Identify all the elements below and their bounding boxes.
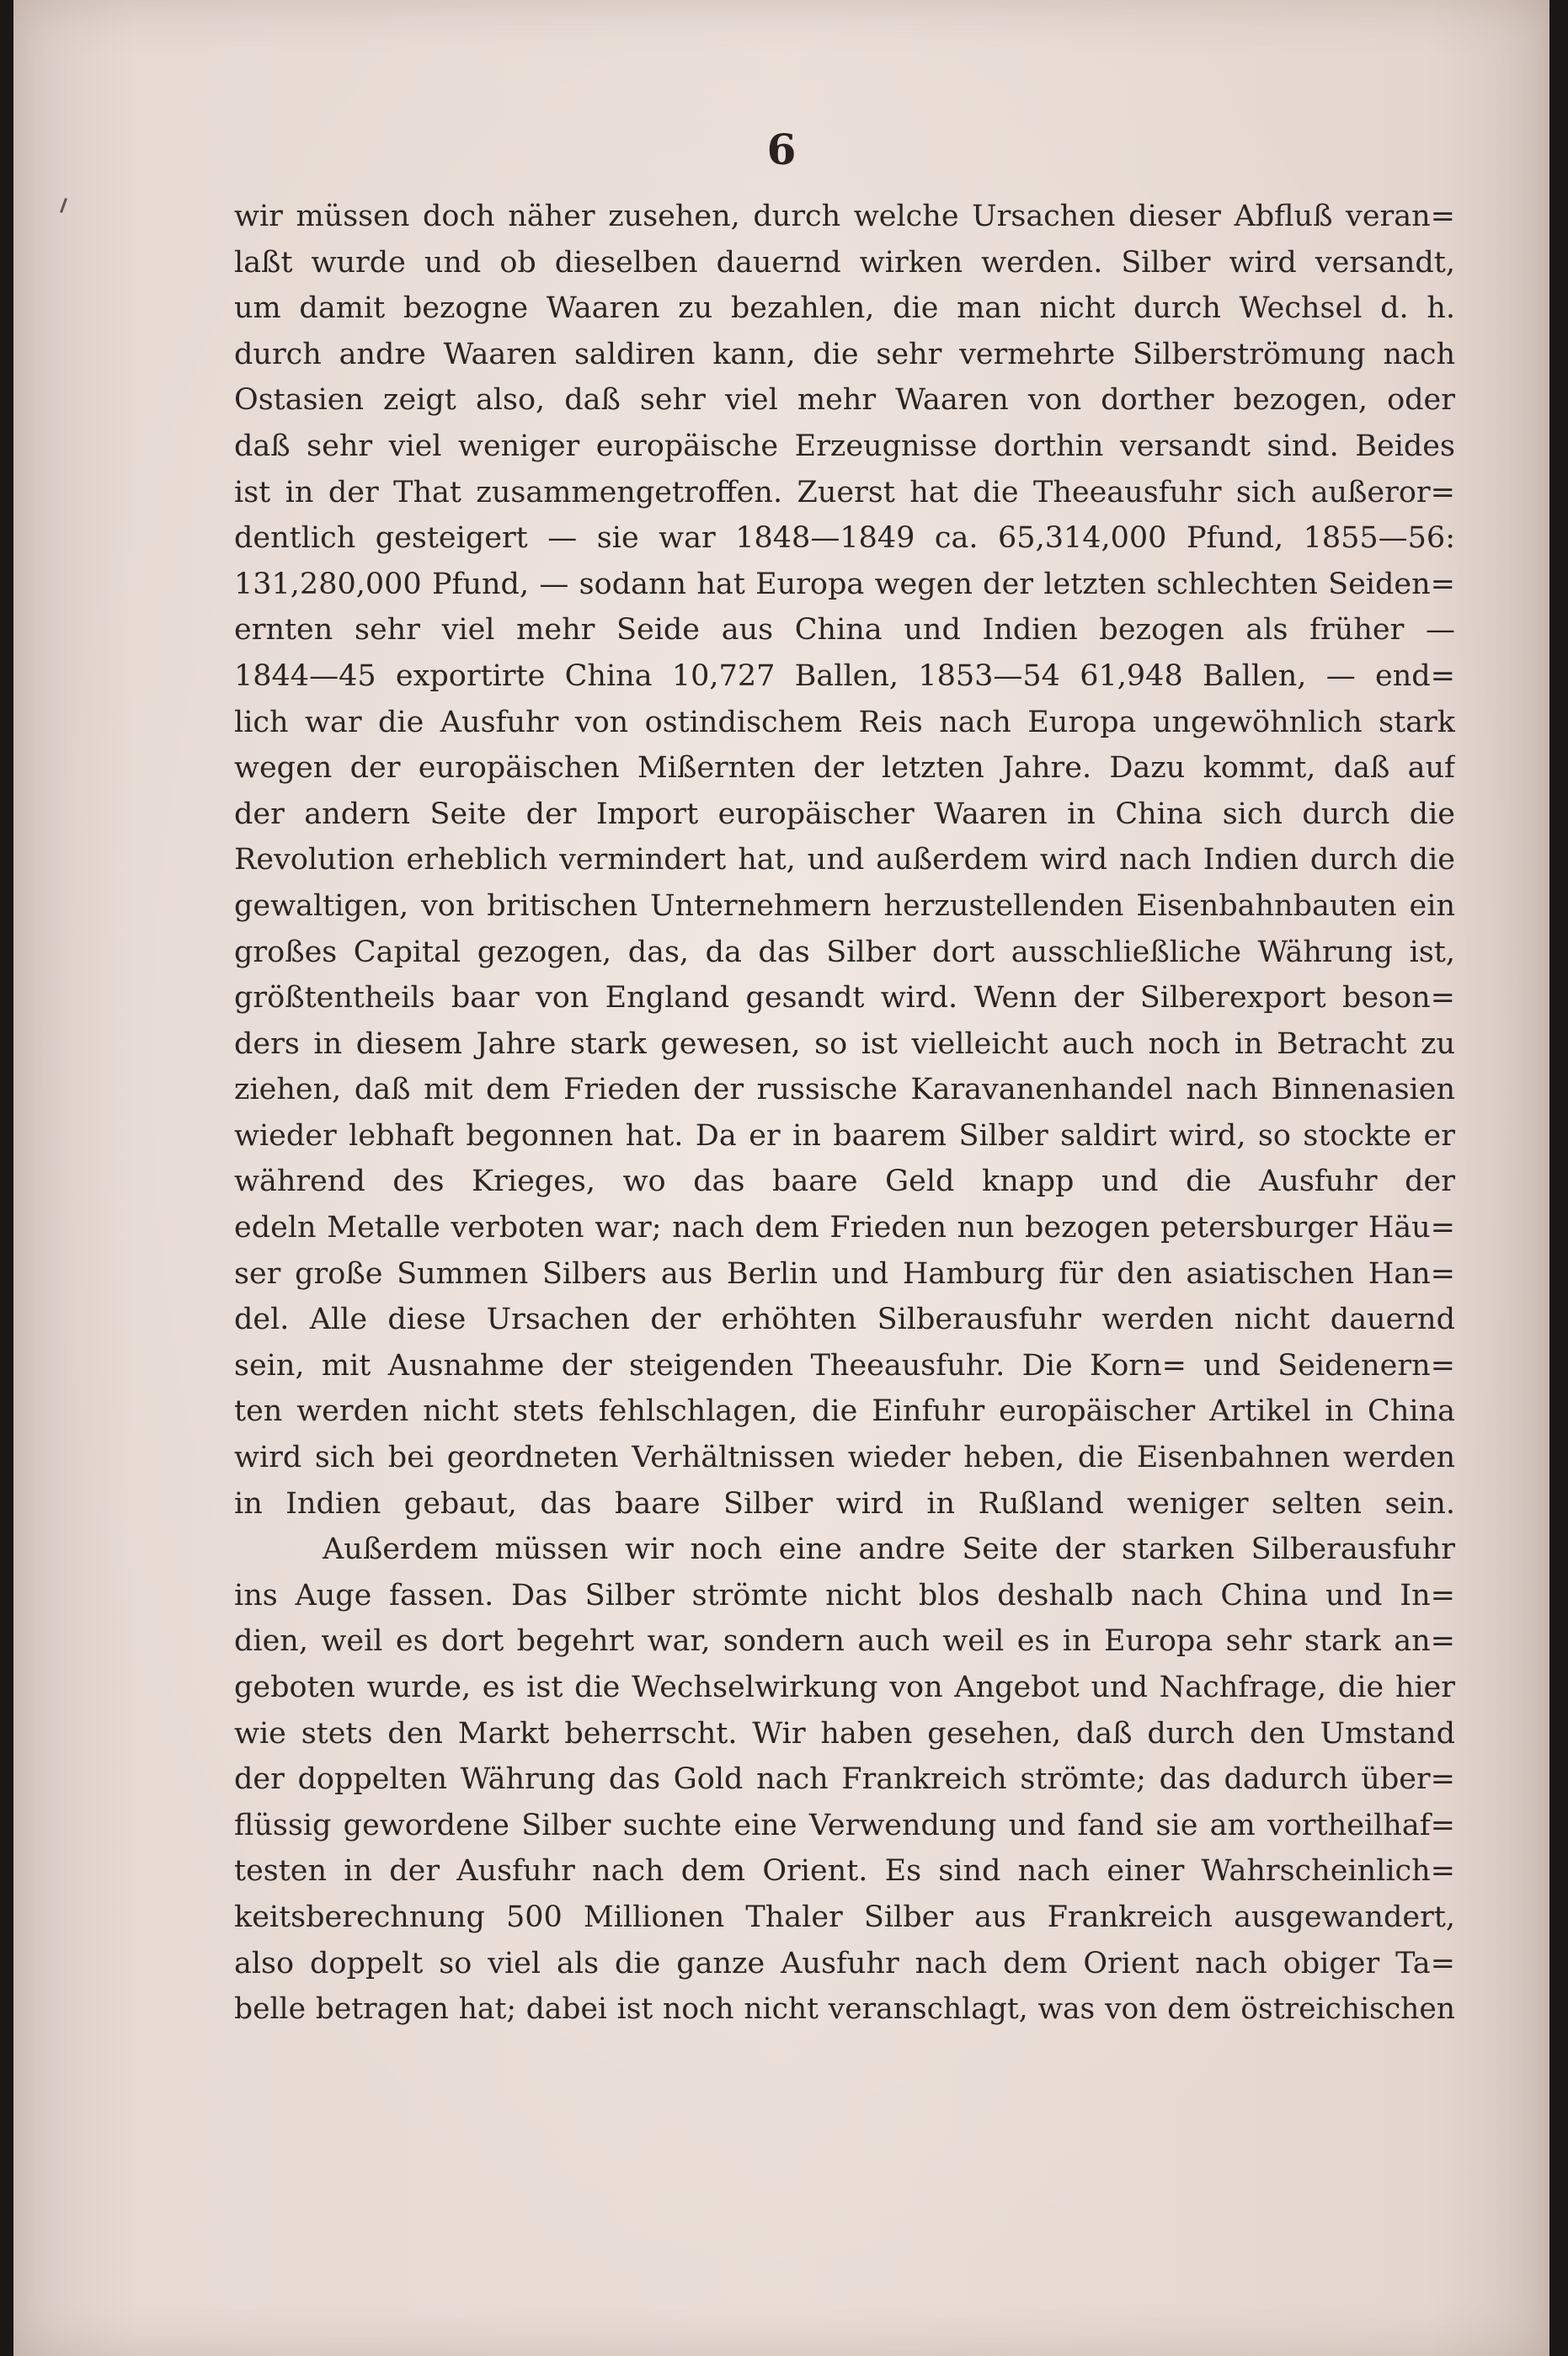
text-line: belle betragen hat; dabei ist noch nicht veranschlagt, was von dem östreichischen [234,1992,1455,2027]
text-line: großes Capital gezogen, das, da das Silber dort ausschließliche Währung ist, [234,935,1455,969]
body-text [234,194,1455,2033]
text-line: del. Alle diese Ursachen der erhöhten Silberausfuhr werden nicht dauernd [234,1303,1455,1337]
text-line: während des Krieges, wo das baare Geld knapp und die Ausfuhr der [234,1165,1455,1199]
text-line: geboten wurde, es ist die Wechselwirkung von Angebot und Nachfrage, die hier [234,1671,1455,1704]
page-number: 6 [766,125,797,174]
text-line: lich war die Ausfuhr von ostindischem Reis nach Europa ungewöhnlich stark [234,705,1455,739]
text-line: ders in diesem Jahre stark gewesen, so ist vielleicht auch noch in Betracht zu [234,1026,1455,1061]
text-line: ser große Summen Silbers aus Berlin und Hamburg für den asiatischen Han= [234,1256,1455,1291]
text-line: laßt wurde und ob dieselben dauernd wirken werden. Silber wird versandt, [234,245,1455,280]
text-line: durch andre Waaren saldiren kann, die sehr vermehrte Silberströmung nach [234,337,1455,371]
text-line: ins Auge fassen. Das Silber strömte nicht blos deshalb nach China und In= [234,1578,1455,1612]
text-line: wie stets den Markt beherrscht. Wir haben gesehen, daß durch den Umstand [234,1716,1455,1751]
text-line: sein, mit Ausnahme der steigenden Theeausfuhr. Die Korn= und Seidenern= [234,1348,1455,1383]
text-line: wird sich bei geordneten Verhältnissen wieder heben, die Eisenbahnen werden [234,1441,1455,1475]
text-line: ist in der That zusammengetroffen. Zuerst hat die Theeausfuhr sich außeror= [234,475,1455,509]
text-line: wegen der europäischen Mißernten der letzten Jahre. Dazu kommt, daß auf [234,751,1455,786]
text-line: Ostasien zeigt also, daß sehr viel mehr Waaren von dorther bezogen, oder [234,383,1455,418]
text-line: flüssig gewordene Silber suchte eine Verwendung und fand sie am vortheilhaf= [234,1808,1455,1842]
text-line: wieder lebhaft begonnen hat. Da er in baarem Silber saldirt wird, so stockte er [234,1118,1455,1153]
text-line: der doppelten Währung das Gold nach Frankreich strömte; das dadurch über= [234,1762,1455,1797]
text-line: dentlich gesteigert — sie war 1848—1849 ca. 65,314,000 Pfund, 1855—56: [234,521,1455,556]
text-line: edeln Metalle verboten war; nach dem Frieden nun bezogen petersburger Häu= [234,1211,1455,1245]
book-page [13,0,1549,2356]
text-line: dien, weil es dort begehrt war, sondern auch weil es in Europa sehr stark an= [234,1624,1455,1659]
margin-ink-mark [60,198,67,213]
text-line: 1844—45 exportirte China 10,727 Ballen, 1853—54 61,948 Ballen, — end= [234,658,1455,693]
text-line: keitsberechnung 500 Millionen Thaler Silber aus Frankreich ausgewandert, [234,1900,1455,1934]
text-line: um damit bezogne Waaren zu bezahlen, die man nicht durch Wechsel d. h. [234,291,1455,326]
text-line: 131,280,000 Pfund, — sodann hat Europa wegen der letzten schlechten Seiden= [234,567,1455,601]
text-line: gewaltigen, von britischen Unternehmern herzustellenden Eisenbahnbauten ein [234,888,1455,923]
text-line: ziehen, daß mit dem Frieden der russische Karavanenhandel nach Binnenasien [234,1073,1455,1107]
text-line: wir müssen doch näher zusehen, durch welche Ursachen dieser Abfluß veran= [234,200,1455,233]
text-line: Außerdem müssen wir noch eine andre Seite der starken Silberausfuhr [323,1532,1455,1567]
text-line: also doppelt so viel als die ganze Ausfuhr nach dem Orient nach obiger Ta= [234,1946,1455,1980]
text-line: daß sehr viel weniger europäische Erzeugnisse dorthin versandt sind. Beides [234,429,1455,463]
text-line: ernten sehr viel mehr Seide aus China und Indien bezogen als früher — [234,613,1455,648]
text-line: in Indien gebaut, das baare Silber wird in Rußland weniger selten sein. [234,1486,1455,1521]
text-line: der andern Seite der Import europäischer Waaren in China sich durch die [234,797,1455,831]
text-line: größtentheils baar von England gesandt wird. Wenn der Silberexport beson= [234,981,1455,1015]
text-line: ten werden nicht stets fehlschlagen, die Einfuhr europäischer Artikel in China [234,1394,1455,1429]
text-line: Revolution erheblich vermindert hat, und außerdem wird nach Indien durch die [234,843,1455,877]
text-line: testen in der Ausfuhr nach dem Orient. Es sind nach einer Wahrscheinlich= [234,1854,1455,1889]
